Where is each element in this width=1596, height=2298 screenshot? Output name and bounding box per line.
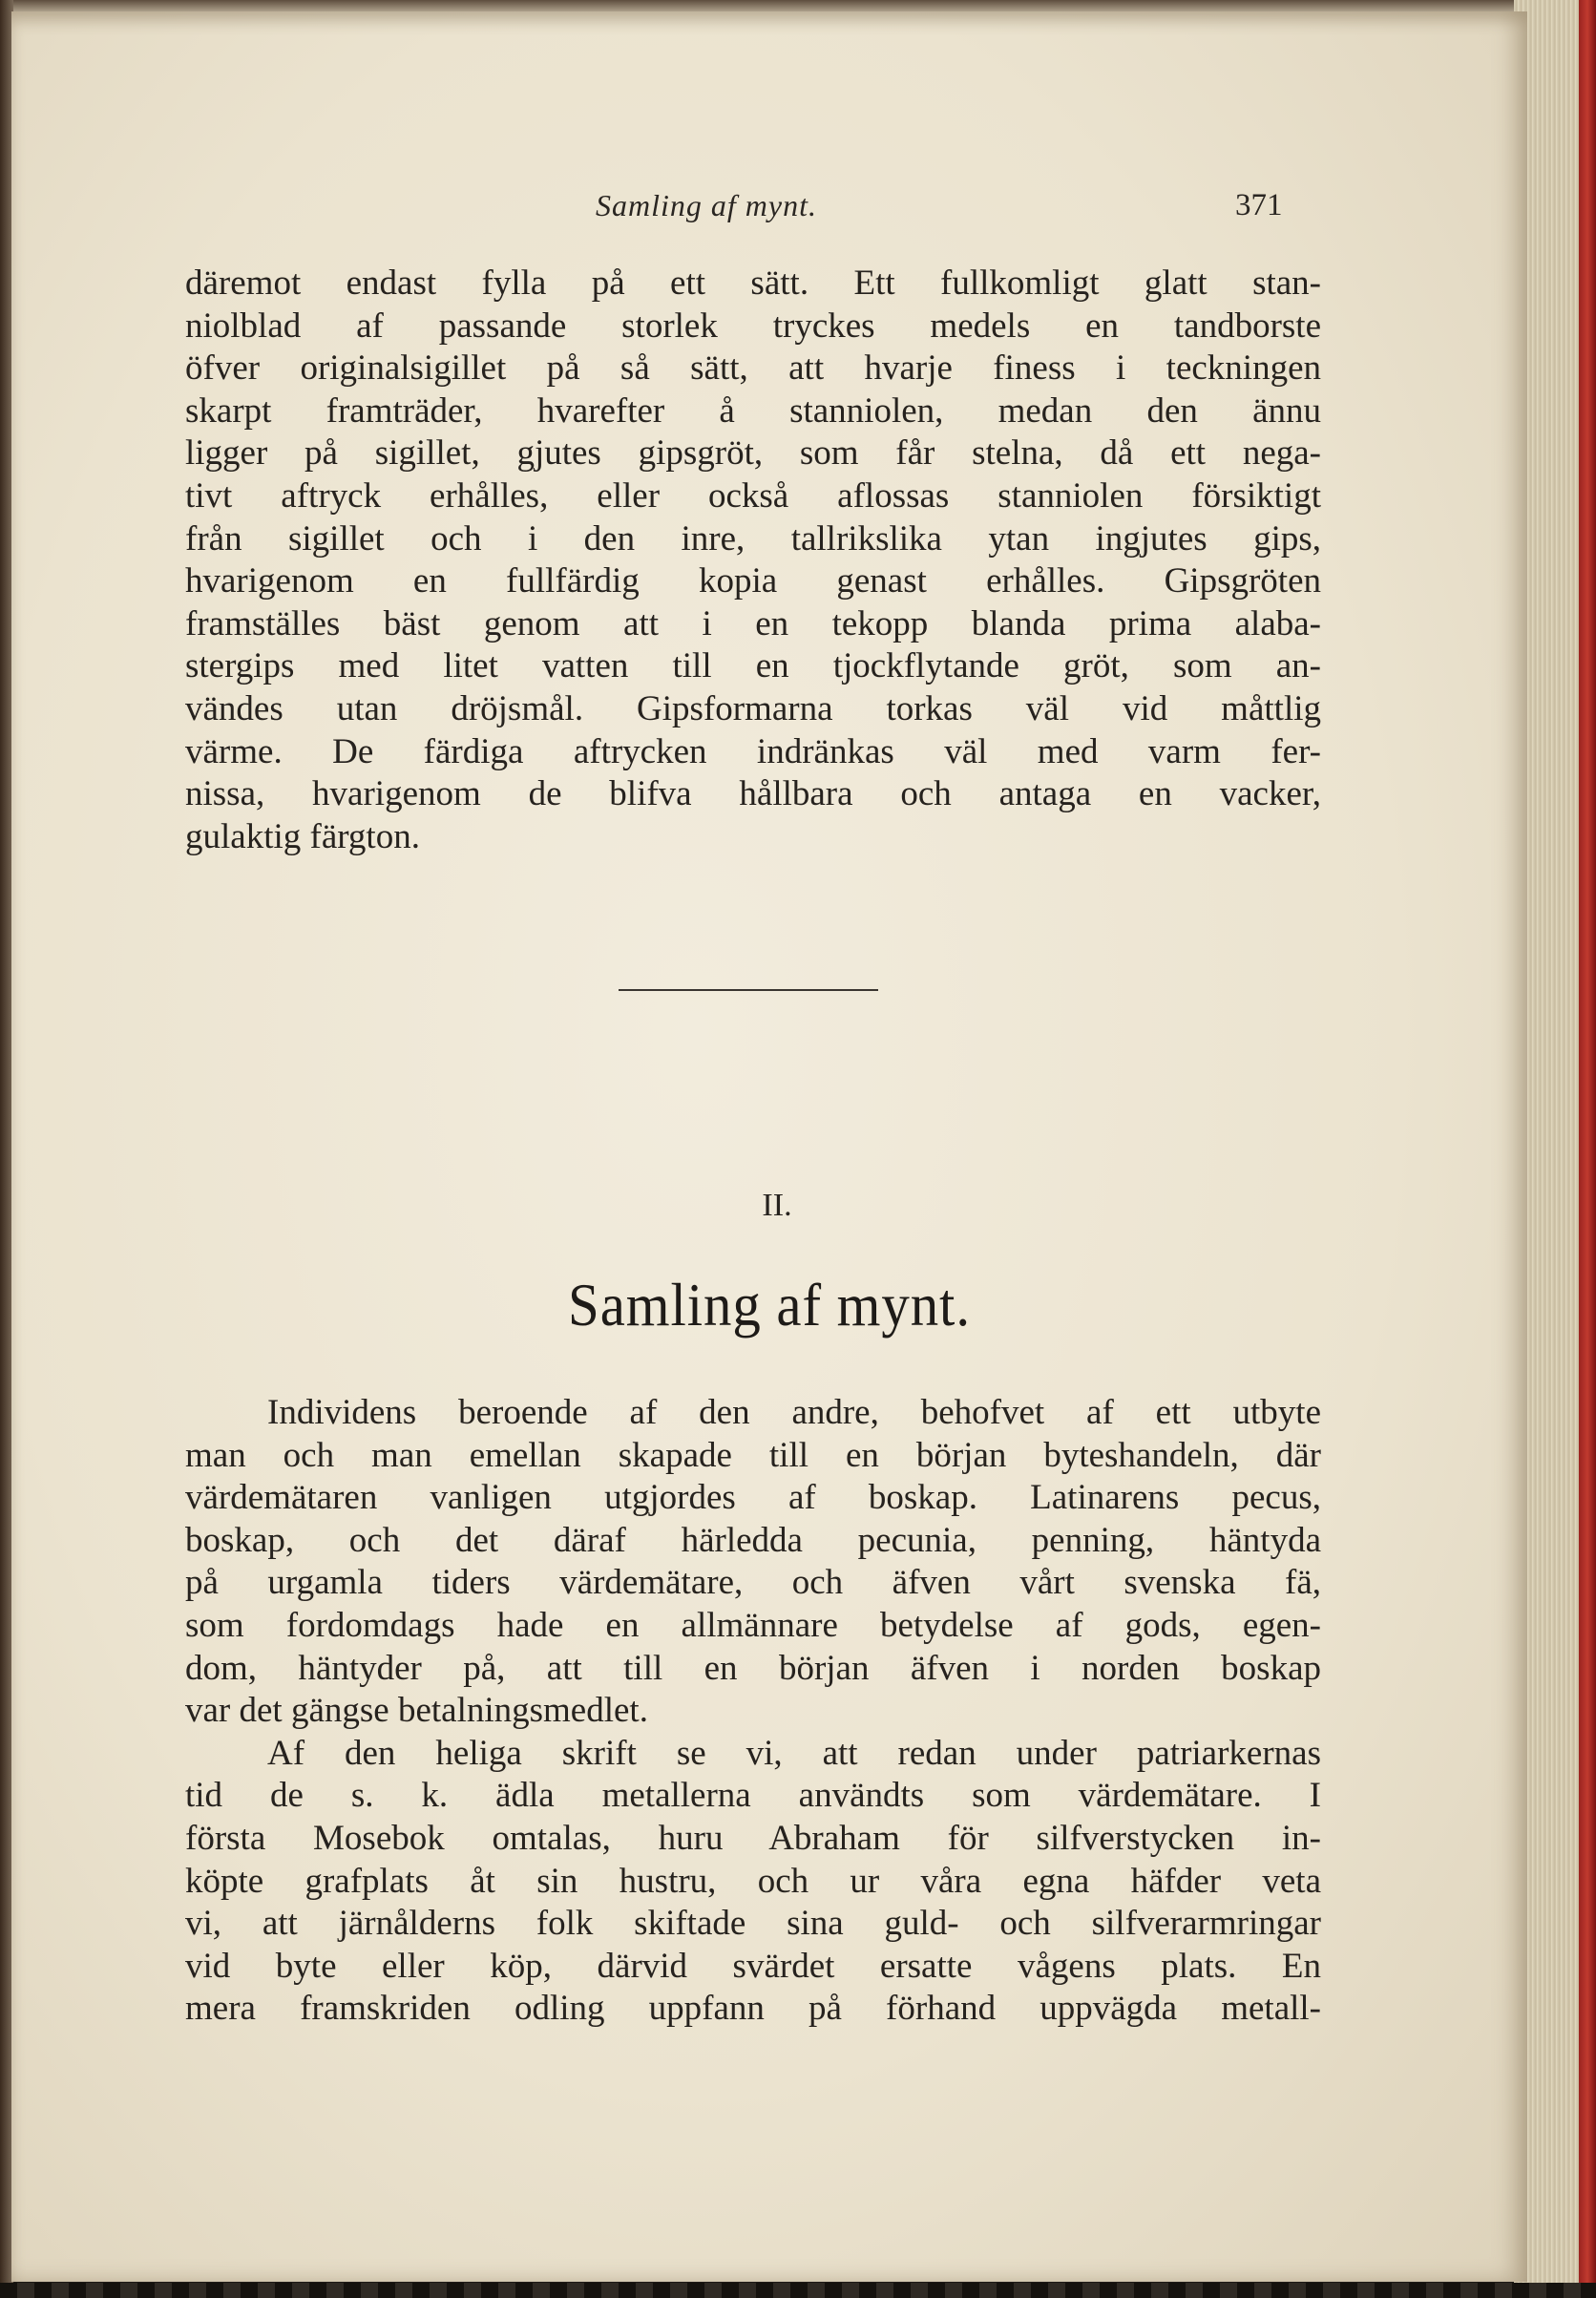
- text-line: stergips med litet vatten till en tjockflytande gröt, som an-: [185, 646, 1321, 686]
- text-line: värdemätaren vanligen utgjordes af boskap. Latinarens pecus,: [185, 1478, 1321, 1518]
- text-line: vid byte eller köp, därvid svärdet ersatte vågens plats. En: [185, 1946, 1321, 1986]
- text-line: vändes utan dröjsmål. Gipsformarna torkas väl vid måttlig: [185, 688, 1321, 728]
- text-line: dom, häntyder på, att till en början äfven i norden boskap: [185, 1648, 1321, 1688]
- text-line: boskap, och det däraf härledda pecunia, penning, häntyda: [185, 1520, 1321, 1560]
- text-line: värme. De färdiga aftrycken indränkas väl med varm fer-: [185, 731, 1321, 771]
- text-line: första Mosebok omtalas, huru Abraham för silfverstycken in-: [185, 1818, 1321, 1858]
- text-line: var det gängse betalningsmedlet.: [185, 1691, 648, 1731]
- text-line: öfver originalsigillet på så sätt, att hvarje finess i teckningen: [185, 348, 1321, 389]
- red-book-cover-edge: [1579, 0, 1596, 2298]
- section-number: II.: [762, 1188, 792, 1223]
- text-line: ligger på sigillet, gjutes gipsgröt, som får stelna, då ett nega-: [185, 433, 1321, 474]
- text-line: köpte grafplats åt sin hustru, och ur våra egna häfder veta: [185, 1861, 1321, 1901]
- text-line: nissa, hvarigenom de blifva hållbara och antaga en vacker,: [185, 774, 1321, 814]
- text-line: tivt aftryck erhålles, eller också aflossas stanniolen försiktigt: [185, 475, 1321, 516]
- section-separator-rule: [619, 989, 878, 991]
- text-line: som fordomdags hade en allmännare betydelse af gods, egen-: [185, 1605, 1321, 1645]
- text-line: från sigillet och i den inre, tallrikslika ytan ingjutes gips,: [185, 518, 1321, 559]
- text-line: Individens beroende af den andre, behofvet af ett utbyte: [267, 1393, 1321, 1432]
- book-page: [11, 11, 1527, 2282]
- text-line: vi, att järnålderns folk skiftade sina guld- och silfverarmringar: [185, 1904, 1321, 1944]
- text-line: på urgamla tiders värdemätare, och äfven vårt svenska fä,: [185, 1563, 1321, 1603]
- text-line: däremot endast fylla på ett sätt. Ett fullkomligt glatt stan-: [185, 264, 1321, 303]
- text-line: gulaktig färgton.: [185, 816, 420, 856]
- continuation-paragraph: [185, 263, 1321, 858]
- text-line: hvarigenom en fullfärdig kopia genast erhålles. Gipsgröten: [185, 561, 1321, 601]
- text-line: niolblad af passande storlek tryckes medels en tandborste: [185, 306, 1321, 346]
- text-line: skarpt framträder, hvarefter å stanniolen, medan den ännu: [185, 390, 1321, 431]
- text-line: framställes bäst genom att i en tekopp blanda prima alaba-: [185, 603, 1321, 643]
- running-title: Samling af mynt.: [596, 188, 817, 222]
- section-title: Samling af mynt.: [568, 1271, 971, 1339]
- bottom-background-strip: [0, 2283, 1596, 2298]
- text-line: man och man emellan skapade till en början byteshandeln, där: [185, 1435, 1321, 1475]
- text-line: tid de s. k. ädla metallerna användts som värdemätare. I: [185, 1776, 1321, 1816]
- section-body: [185, 1392, 1321, 2031]
- text-line: Af den heliga skrift se vi, att redan under patriarkernas: [267, 1733, 1321, 1773]
- text-line: mera framskriden odling uppfann på förhand uppvägda metall-: [185, 1989, 1321, 2029]
- page-number: 371: [1235, 188, 1283, 222]
